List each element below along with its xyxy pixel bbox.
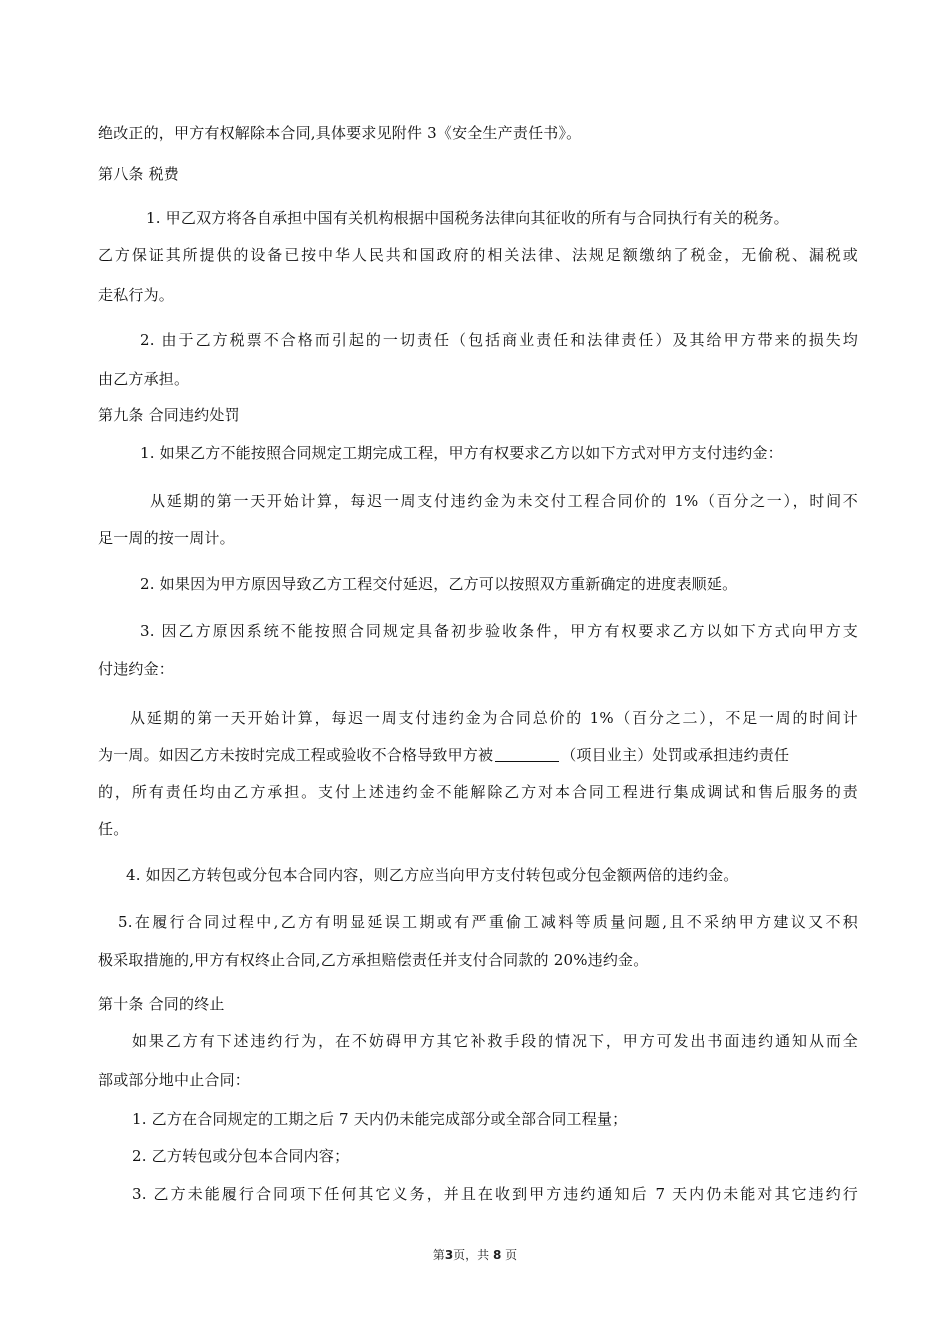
text-line: 足一周的按一周计。	[98, 529, 235, 547]
footer-text: 页	[501, 1248, 518, 1262]
text-line: 部或部分地中止合同：	[98, 1071, 251, 1089]
text-line: 从延期的第一天开始计算，每迟一周支付违约金为未交付工程合同价的 1%（百分之一），时间不	[150, 492, 858, 510]
section-heading: 第八条 税费	[98, 165, 179, 183]
text-line: 如果乙方有下述违约行为，在不妨碍甲方其它补救手段的情况下，甲方可发出书面违约通知从而全	[132, 1032, 858, 1050]
text-line: 2. 乙方转包或分包本合同内容；	[132, 1147, 350, 1165]
text-line: 付违约金：	[98, 660, 175, 678]
text-line: 绝改正的，甲方有权解除本合同,具体要求见附件 3《安全生产责任书》。	[98, 124, 582, 142]
text-line: 由乙方承担。	[98, 370, 190, 388]
text-line: 4. 如因乙方转包或分包本合同内容，则乙方应当向甲方支付转包或分包金额两倍的违约金。	[126, 866, 739, 884]
text-line: 从延期的第一天开始计算，每迟一周支付违约金为合同总价的 1%（百分之二），不足一周的时间计	[130, 709, 858, 727]
page-footer	[0, 1247, 950, 1263]
footer-text: 页，共	[453, 1248, 493, 1262]
footer-text: 第	[432, 1248, 445, 1262]
fill-in-blank	[495, 747, 559, 762]
text-line: 的，所有责任均由乙方承担。支付上述违约金不能解除乙方对本合同工程进行集成调试和售后服务的责	[98, 783, 858, 801]
text-line: 走私行为。	[98, 286, 175, 304]
text-line: 1. 甲乙双方将各自承担中国有关机构根据中国税务法律向其征收的所有与合同执行有关的税务。	[146, 209, 789, 227]
text-line: 乙方保证其所提供的设备已按中华人民共和国政府的相关法律、法规足额缴纳了税金，无偷税、漏税或	[98, 246, 858, 264]
text-line: 任。	[98, 820, 129, 838]
text-segment: （项目业主）处罚或承担违约责任	[561, 746, 790, 764]
text-line: 5.在履行合同过程中,乙方有明显延误工期或有严重偷工减料等质量问题,且不采纳甲方建议又不积	[118, 913, 858, 931]
page-total: 8	[493, 1248, 502, 1262]
text-line: 2. 由于乙方税票不合格而引起的一切责任（包括商业责任和法律责任）及其给甲方带来的损失均	[140, 331, 858, 349]
section-heading: 第九条 合同违约处罚	[98, 406, 240, 424]
text-line: 1. 乙方在合同规定的工期之后 7 天内仍未能完成部分或全部合同工程量；	[132, 1110, 628, 1128]
text-line: 极采取措施的,甲方有权终止合同,乙方承担赔偿责任并支付合同款的 20%违约金。	[98, 951, 649, 969]
section-heading: 第十条 合同的终止	[98, 995, 225, 1013]
text-line: 1. 如果乙方不能按照合同规定工期完成工程，甲方有权要求乙方以如下方式对甲方支付违约金：	[140, 444, 783, 462]
text-segment: 为一周。如因乙方未按时完成工程或验收不合格导致甲方被	[98, 746, 494, 764]
text-line: 2. 如果因为甲方原因导致乙方工程交付延迟，乙方可以按照双方重新确定的进度表顺延。	[140, 575, 738, 593]
text-line: 3. 因乙方原因系统不能按照合同规定具备初步验收条件，甲方有权要求乙方以如下方式向甲方支	[140, 622, 858, 640]
text-line-with-blank	[98, 745, 858, 765]
text-line: 3. 乙方未能履行合同项下任何其它义务，并且在收到甲方违约通知后 7 天内仍未能对其它违约行	[132, 1185, 858, 1203]
page-number: 3	[444, 1248, 454, 1262]
